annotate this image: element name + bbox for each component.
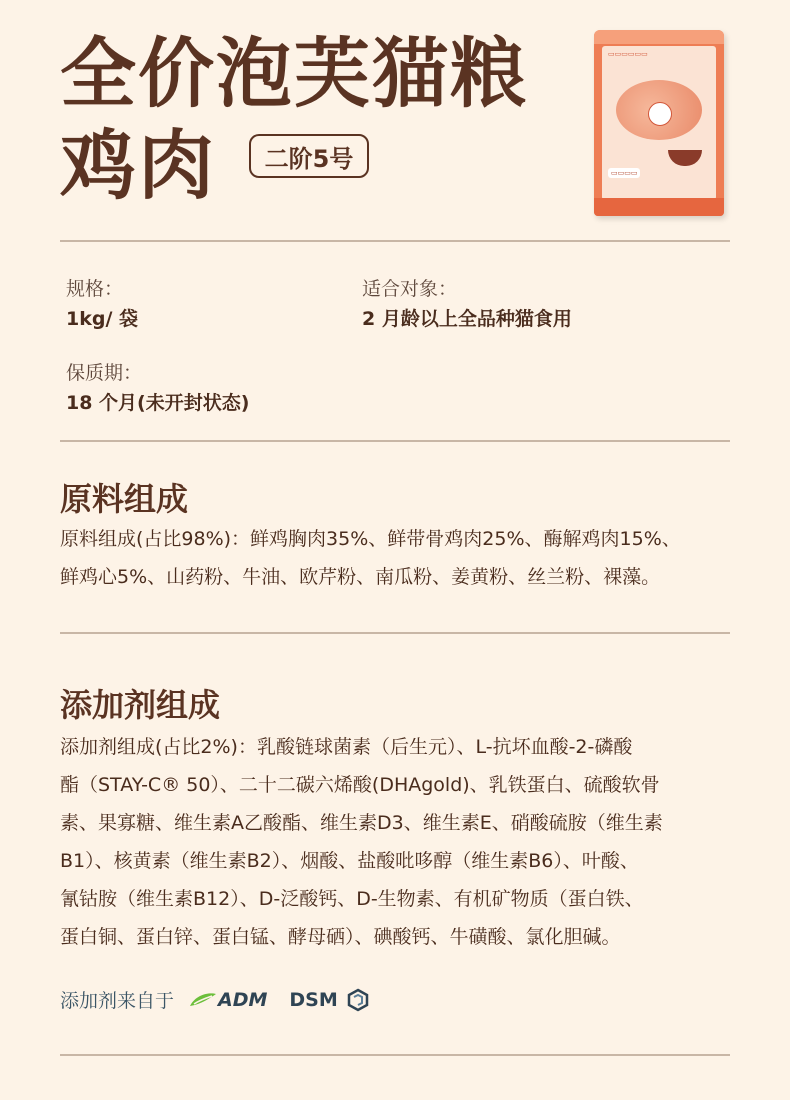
ingredients-line: 原料组成(占比98%)：鲜鸡胸肉35%、鲜带骨鸡肉25%、酶解鸡肉15%、 <box>60 528 681 550</box>
additives-line: 氰钴胺（维生素B12）、D-泛酸钙、D-生物素、有机矿物质（蛋白铁、 <box>60 888 644 910</box>
product-title-line1: 全价泡芙猫粮 <box>60 29 528 118</box>
dsm-hexagon-icon <box>346 988 370 1012</box>
divider <box>60 440 730 442</box>
product-title-line2: 鸡肉 <box>60 121 216 210</box>
additives-line: 蛋白铜、蛋白锌、蛋白锰、酵母硒）、碘酸钙、牛磺酸、氯化胆碱。 <box>60 926 621 948</box>
dsm-logo <box>289 988 369 1012</box>
bowl-icon <box>668 150 702 166</box>
ingredients-paragraph <box>60 520 740 596</box>
shelf-life-value: 18 个月(未开封状态) <box>66 392 250 414</box>
divider <box>60 1054 730 1056</box>
additives-line: B1）、核黄素（维生素B2）、烟酸、盐酸吡哆醇（维生素B6）、叶酸、 <box>60 850 639 872</box>
target-value: 2 月龄以上全品种猫食用 <box>362 308 572 330</box>
size-label: 规格： <box>66 278 124 300</box>
additives-title: 添加剂组成 <box>60 686 221 724</box>
chicken-mascot-icon <box>648 102 672 126</box>
additives-line: 素、果寡糖、维生素A乙酸酯、维生素D3、维生素E、硝酸硫胺（维生素 <box>60 812 663 834</box>
bag-brand-mark: ▭▭▭▭▭▭ <box>608 50 648 58</box>
dsm-logo-text: DSM <box>289 988 338 1011</box>
ingredients-line: 鲜鸡心5%、山药粉、牛油、欧芹粉、南瓜粉、姜黄粉、丝兰粉、裸藻。 <box>60 566 661 588</box>
adm-leaf-icon <box>188 992 218 1008</box>
divider <box>60 632 730 634</box>
additives-line: 酯（STAY-C® 50）、二十二碳六烯酸(DHAgold)、乳铁蛋白、硫酸软骨 <box>60 774 660 796</box>
additive-source-text: 添加剂来自于 <box>60 990 175 1012</box>
additive-source-row <box>60 986 370 1013</box>
bag-label-tag: ▭▭▭▭ <box>608 168 640 178</box>
adm-logo-text: ADM <box>218 988 268 1011</box>
shelf-life-label: 保质期： <box>66 362 143 384</box>
target-label: 适合对象： <box>362 278 458 300</box>
adm-logo <box>188 989 267 1011</box>
stage-badge: 二阶5号 <box>249 134 369 178</box>
bag-front-panel <box>602 46 716 200</box>
bag-top-strip <box>594 30 724 44</box>
cat-food-bag-illustration <box>594 30 724 216</box>
ingredients-title: 原料组成 <box>60 480 189 518</box>
additives-paragraph <box>60 728 740 956</box>
divider <box>60 240 730 242</box>
bag-bottom-strip <box>594 198 724 216</box>
additives-line: 添加剂组成(占比2%)：乳酸链球菌素（后生元）、L-抗坏血酸-2-磷酸 <box>60 736 633 758</box>
size-value: 1kg/ 袋 <box>66 308 139 330</box>
